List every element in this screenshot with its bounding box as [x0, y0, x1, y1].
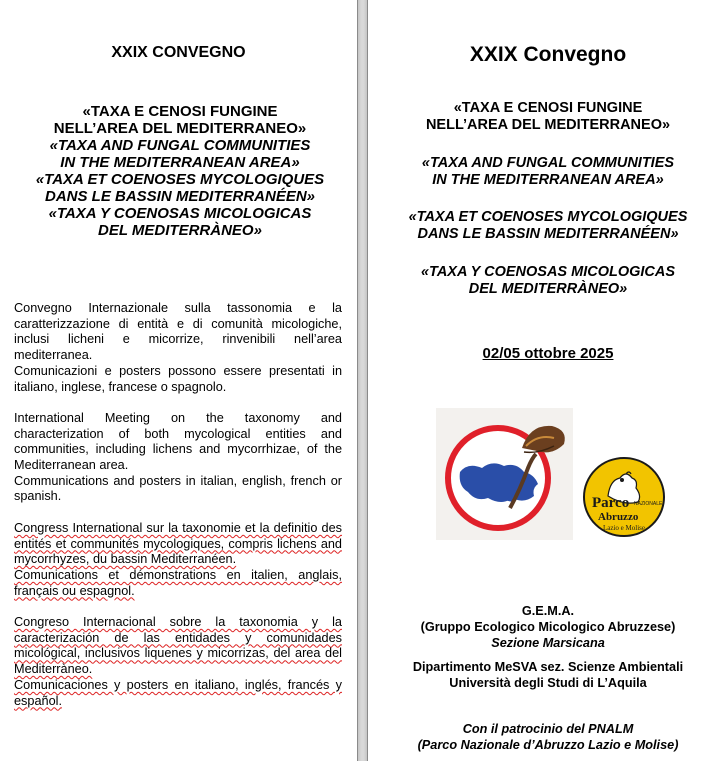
title-es-line2: DEL MEDITERRÀNEO»	[468, 281, 628, 297]
paragraph-fr-languages: Comunications et démonstrations en italien, anglais, français ou espagnol.	[14, 567, 342, 598]
title-es-line1: «TAXA Y COENOSAS MICOLOGICAS	[420, 264, 676, 280]
paragraph-en-languages: Communications and posters in italian, english, french or spanish.	[14, 473, 342, 504]
title-it-line2: NELL’AREA DEL MEDITERRANEO»	[425, 117, 671, 133]
park-logo-line1: Parco	[592, 495, 630, 511]
left-body-text	[14, 301, 342, 709]
paragraph-es: Congreso Internacional sobre la taxonomia y la caracterización de las entidades y comunidades micológical, inclusivos liquenes y micorrizas, del area del Mediterràneo.	[14, 615, 342, 677]
left-page	[0, 0, 357, 761]
department-line2: Università degli Studi di L’Aquila	[449, 676, 647, 690]
patronage-line2: (Parco Nazionale d’Abruzzo Lazio e Molise)	[417, 738, 679, 752]
title-es	[376, 264, 720, 298]
right-title: XXIX Convegno	[469, 43, 627, 66]
title-en-1: «TAXA AND FUNGAL COMMUNITIES	[49, 137, 311, 154]
gema-section: Sezione Marsicana	[491, 636, 605, 650]
paragraph-it: Convegno Internazionale sulla tassonomia e la caratterizzazione di entità e di comunità micologiche, inclusi licheni e micorrize, rinvenibili nell’area mediterranea.	[14, 301, 342, 363]
left-title: XXIX CONVEGNO	[111, 44, 246, 61]
gema-block	[376, 603, 720, 651]
patronage-line1: Con il patrocinio del PNALM	[462, 722, 634, 736]
title-it-2: NELL’AREA DEL MEDITERRANEO»	[53, 120, 307, 137]
paragraph-en: International Meeting on the taxonomy and characterization of both mycological entities and communities, including lichens and mycorrhizae, of the Mediterranean area.	[14, 410, 342, 473]
department-block	[376, 659, 720, 691]
title-fr-2: DANS LE BASSIN MEDITERRANÉEN»	[44, 188, 316, 205]
park-logo-side: NAZIONALE	[634, 501, 663, 507]
title-it	[376, 100, 720, 134]
title-fr-1: «TAXA ET COENOSES MYCOLOGIQUES	[35, 171, 325, 188]
title-it-1: «TAXA E CENOSI FUNGINE	[82, 103, 278, 120]
department-line1: Dipartimento MeSVA sez. Scienze Ambientali	[412, 660, 684, 674]
title-it-line1: «TAXA E CENOSI FUNGINE	[453, 100, 643, 116]
page-divider	[357, 0, 368, 761]
title-en-line2: IN THE MEDITERRANEAN AREA»	[432, 172, 664, 188]
paragraph-es-languages: Comunicaciones y posters en italiano, inglés, francés y español.	[14, 677, 342, 708]
paragraph-it-languages: Comunicazioni e posters possono essere presentati in italiano, inglese, francese o spagnolo.	[14, 363, 342, 394]
pnalm-logo	[582, 456, 666, 538]
title-es-1: «TAXA Y COENOSAS MICOLOGICAS	[48, 205, 312, 222]
title-es-2: DEL MEDITERRÀNEO»	[98, 222, 262, 239]
park-logo-line2: Abruzzo	[598, 511, 639, 523]
title-fr-line1: «TAXA ET COENOSES MYCOLOGIQUES	[408, 209, 688, 225]
gema-full-name: (Gruppo Ecologico Micologico Abruzzese)	[420, 620, 676, 634]
patronage-block	[376, 721, 720, 753]
title-en	[376, 155, 720, 189]
paragraph-fr: Congress International sur la taxonomie et la definitio des entités et communités mycologiques, compris lichens and mycorrhyzes, du bassin Mediterranéen.	[14, 520, 342, 567]
right-page	[368, 0, 728, 761]
title-en-2: IN THE MEDITERRANEAN AREA»	[60, 154, 300, 171]
gema-name: G.E.M.A.	[521, 604, 575, 618]
title-en-line1: «TAXA AND FUNGAL COMMUNITIES	[421, 155, 675, 171]
left-multilingual-titles	[12, 103, 348, 239]
event-date: 02/05 ottobre 2025	[482, 345, 614, 362]
gema-logo	[436, 408, 573, 540]
park-logo-bottom: Lazio e Molise	[603, 524, 645, 532]
title-fr	[376, 209, 720, 243]
title-fr-line2: DANS LE BASSIN MEDITERRANÉEN»	[417, 226, 679, 242]
